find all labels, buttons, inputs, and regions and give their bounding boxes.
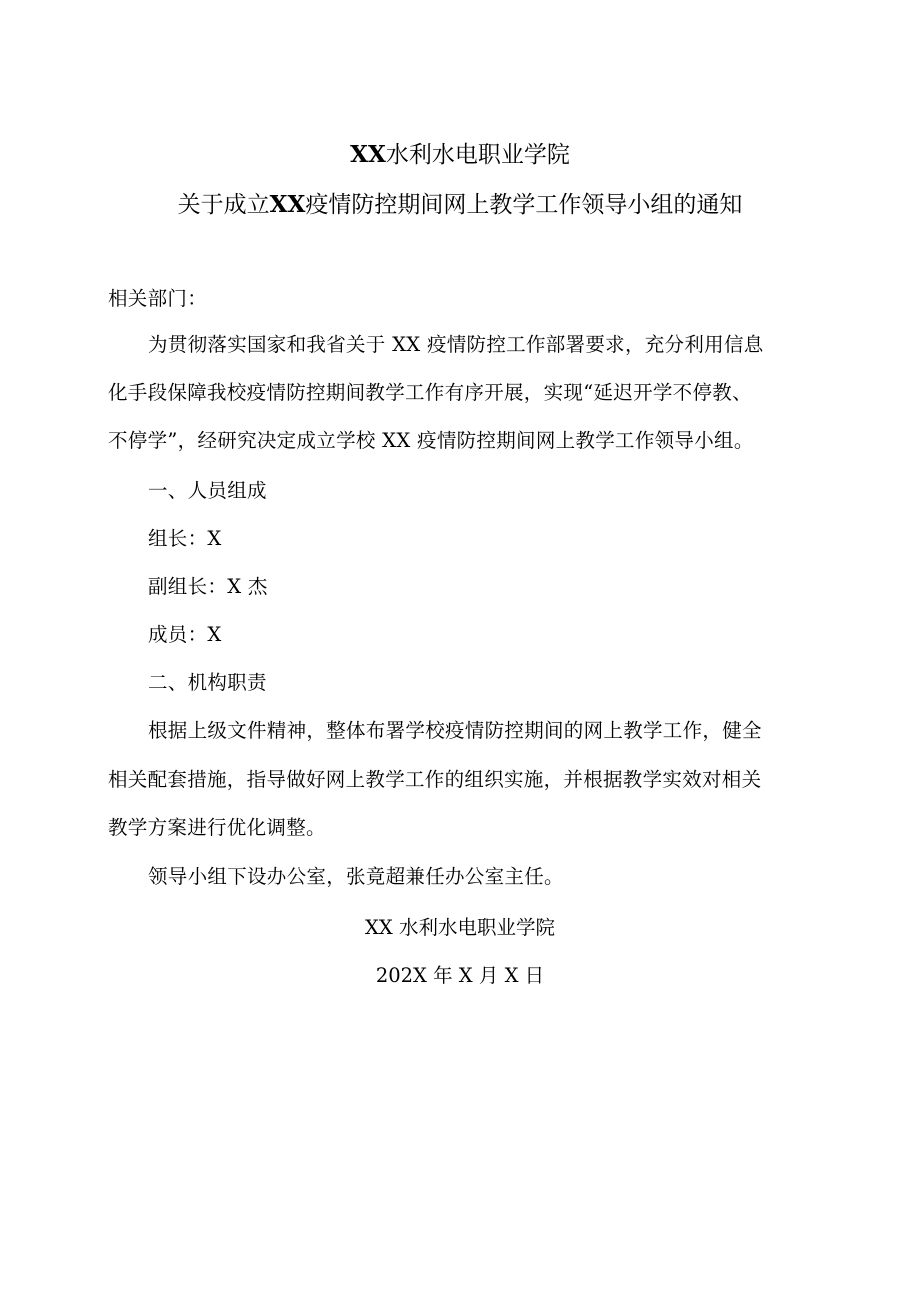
members-line: 成员：X <box>148 623 222 646</box>
para2-line-1: 根据上级文件精神，整体布署学校疫情防控期间的网上教学工作，健全 <box>148 719 762 742</box>
signature-org: XX 水利水电职业学院 <box>365 916 555 939</box>
section1-heading: 一、人员组成 <box>148 479 267 502</box>
title-before: 关于成立 <box>177 192 270 218</box>
para2-line-2: 相关配套措施，指导做好网上教学工作的组织实施，并根据教学实效对相关 <box>108 768 762 791</box>
title-bold: XX <box>269 191 306 218</box>
deputy-leader-line: 副组长：X 杰 <box>148 575 268 598</box>
signature-date: 202X 年 X 月 X 日 <box>375 964 545 987</box>
leader-line: 组长：X <box>148 527 222 550</box>
salutation: 相关部门： <box>108 287 208 310</box>
title-after: 疫情防控期间网上教学工作领导小组的通知 <box>305 192 743 218</box>
title-line-2 <box>0 186 920 219</box>
para1-line-3: 不停学”，经研究决定成立学校 XX 疫情防控期间网上教学工作领导小组。 <box>108 429 754 452</box>
title-prefix: XX <box>350 141 386 168</box>
para1-line-2: 化手段保障我校疫情防控期间教学工作有序开展，实现“延迟开学不停教、 <box>108 381 752 404</box>
para1-line-1: 为贯彻落实国家和我省关于 XX 疫情防控工作部署要求，充分利用信息 <box>148 333 764 356</box>
title-line-1 <box>0 136 920 169</box>
section2-heading: 二、机构职责 <box>148 671 267 694</box>
title-school-name: 水利水电职业学院 <box>385 142 570 168</box>
para2-line-3: 教学方案进行优化调整。 <box>108 816 326 839</box>
para3: 领导小组下设办公室，张竟超兼任办公室主任。 <box>148 865 564 888</box>
